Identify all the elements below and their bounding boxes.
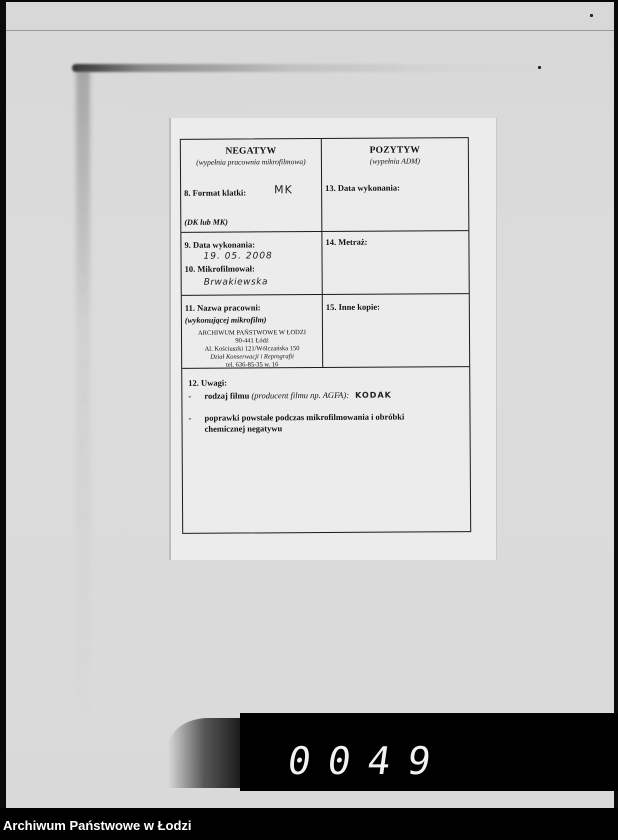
mikrofilmowal-signature: Brwakiewska xyxy=(203,277,268,288)
form-row-dates xyxy=(181,230,468,296)
uwagi-item-text: rodzaj filmu xyxy=(204,390,252,401)
format-klatki-value: MK xyxy=(274,183,293,197)
microfilm-scan xyxy=(6,2,614,808)
stamp-line: Dział Konserwacji i Reprografii xyxy=(210,353,295,361)
data-wykonania-pozytyw-label: 13. Data wykonania: xyxy=(325,182,400,193)
format-klatki-label: 8. Format klatki: xyxy=(184,187,247,198)
frame-counter: 0049 xyxy=(284,739,451,783)
pozytyw-section xyxy=(322,138,469,231)
uwagi-item-corrections xyxy=(188,412,404,423)
negatyw-subtitle: (wypełnia pracownia mikrofilmowa) xyxy=(196,157,306,167)
negatyw-section xyxy=(181,139,323,232)
negatyw-title: NEGATYW xyxy=(225,146,277,157)
microfilm-record-card xyxy=(169,118,497,560)
uwagi-item-film-type xyxy=(188,389,392,401)
stamp-line: Al. Kościuszki 121/Wólczańska 150 xyxy=(204,345,300,353)
dust-speck xyxy=(590,14,593,17)
nazwa-pracowni-hint: (wykonującej mikrofilm) xyxy=(184,315,267,325)
form-row-workshop xyxy=(182,293,469,369)
film-type-value: KODAK xyxy=(355,390,392,400)
smudge-mark xyxy=(76,68,90,718)
bullet-dash: - xyxy=(188,390,192,401)
uwagi-item-hint: (producent filmu np. AGFA): xyxy=(251,389,350,401)
stamp-line: ARCHIWUM PAŃSTWOWE W ŁODZI xyxy=(197,329,307,337)
form-row-header xyxy=(181,138,469,233)
bullet-dash: - xyxy=(188,412,192,423)
stamp-line: 90-441 Łódź xyxy=(235,337,269,345)
uwagi-item-text: poprawki powstałe podczas mikrofilmowania i obróbki xyxy=(204,411,405,423)
pozytyw-subtitle: (wypełnia ADM) xyxy=(369,156,420,166)
metraz-label: 14. Metraż: xyxy=(325,236,368,247)
nazwa-pracowni-cell xyxy=(182,294,323,368)
uwagi-label: 12. Uwagi: xyxy=(188,377,228,388)
uwagi-section xyxy=(182,366,470,533)
uwagi-item-corrections-cont: chemicznej negatywu xyxy=(204,423,283,434)
record-form xyxy=(180,137,471,534)
pozytyw-title: POZYTYW xyxy=(369,145,421,156)
institution-name: Archiwum Państwowe w Łodzi xyxy=(3,818,192,833)
data-wykonania-value: 19. 05. 2008 xyxy=(203,251,273,262)
inne-kopie-cell xyxy=(323,293,469,367)
workshop-stamp xyxy=(182,329,322,370)
data-wykonania-label: 9. Data wykonania: xyxy=(184,239,256,250)
mikrofilmowal-label: 10. Mikrofilmował: xyxy=(184,263,255,274)
nazwa-pracowni-label: 11. Nazwa pracowni: xyxy=(184,302,261,313)
footer-bar xyxy=(0,808,618,840)
film-edge-line xyxy=(6,30,614,31)
stamp-line: tel. 636-85-35 w. 16 xyxy=(225,361,279,369)
metraz-cell xyxy=(322,230,468,294)
smudge-mark xyxy=(72,64,552,72)
inne-kopie-label: 15. Inne kopie: xyxy=(325,301,380,312)
dust-speck xyxy=(538,66,541,69)
format-klatki-hint: (DK lub MK) xyxy=(184,217,228,227)
negatyw-dates-cell xyxy=(181,231,322,295)
